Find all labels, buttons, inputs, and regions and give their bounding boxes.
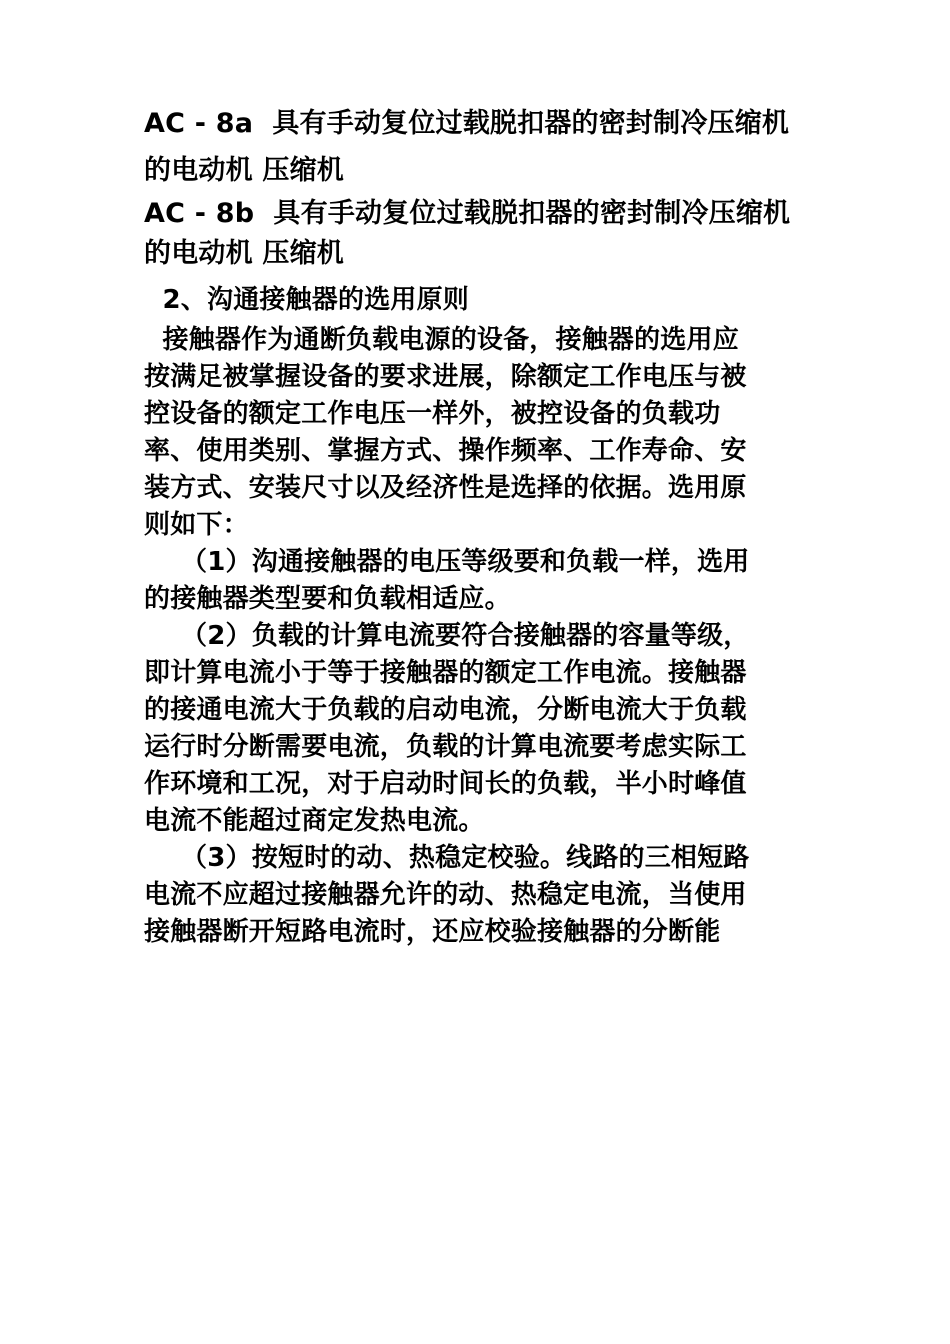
rule-1-line: （1）沟通接触器的电压等级要和负载一样，选用 bbox=[144, 547, 750, 577]
rule-3-line: （3）按短时的动、热稳定校验。线路的三相短路 bbox=[144, 843, 750, 873]
heading-ac8b-line2: 的电动机 压缩机 bbox=[144, 238, 344, 269]
rule-2-line: 电流不能超过商定发热电流。 bbox=[144, 806, 485, 836]
paragraph-line: 装方式、安装尺寸以及经济性是选择的依据。选用原 bbox=[144, 473, 747, 503]
heading-ac8a-line1: AC - 8a 具有手动复位过载脱扣器的密封制冷压缩机 bbox=[144, 108, 790, 139]
heading-ac8a-line2: 的电动机 压缩机 bbox=[144, 155, 344, 186]
section-title: 2、沟通接触器的选用原则 bbox=[144, 285, 469, 315]
paragraph-line: 接触器作为通断负载电源的设备，接触器的选用应 bbox=[144, 325, 739, 355]
rule-2-line: 运行时分断需要电流，负载的计算电流要考虑实际工 bbox=[144, 732, 747, 762]
document-body bbox=[144, 100, 824, 951]
rule-2-line: 作环境和工况，对于启动时间长的负载，半小时峰值 bbox=[144, 769, 747, 799]
paragraph-line: 则如下： bbox=[144, 510, 249, 540]
paragraph-line: 率、使用类别、掌握方式、操作频率、工作寿命、安 bbox=[144, 436, 747, 466]
rule-2-line: （2）负载的计算电流要符合接触器的容量等级， bbox=[144, 621, 750, 651]
heading-ac8b-line1: AC - 8b 具有手动复位过载脱扣器的密封制冷压缩机 bbox=[144, 198, 791, 229]
rule-2-line: 的接通电流大于负载的启动电流，分断电流大于负载 bbox=[144, 695, 747, 725]
paragraph-line: 按满足被掌握设备的要求进展，除额定工作电压与被 bbox=[144, 362, 747, 392]
rule-3-line: 电流不应超过接触器允许的动、热稳定电流，当使用 bbox=[144, 880, 747, 910]
paragraph-line: 控设备的额定工作电压一样外，被控设备的负载功 bbox=[144, 399, 721, 429]
rule-1-line: 的接触器类型要和负载相适应。 bbox=[144, 584, 511, 614]
rule-2-line: 即计算电流小于等于接触器的额定工作电流。接触器 bbox=[144, 658, 747, 688]
rule-3-line: 接触器断开短路电流时，还应校验接触器的分断能 bbox=[144, 917, 721, 947]
